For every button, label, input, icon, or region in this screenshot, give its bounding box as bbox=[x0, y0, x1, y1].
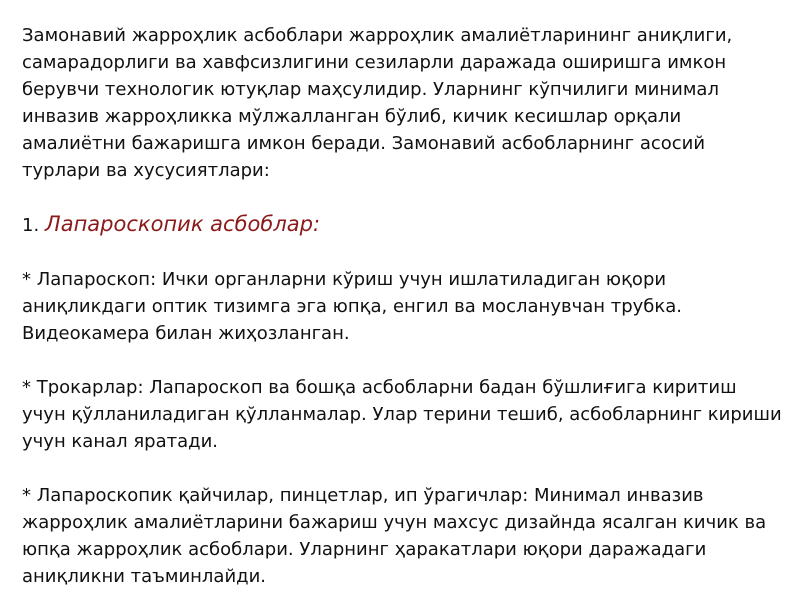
document-page bbox=[22, 22, 782, 590]
list-item-instruments: * Лапароскопик қайчилар, пинцетлар, ип ўрагичлар: Минимал инвазив жарроҳлик амалиётларини бажариш учун махсус дизайнда ясалган кичик ва юпқа жарроҳлик асбоблари. Уларнинг ҳаракатлари юқори даражадаги аниқликни таъминлайди. bbox=[22, 485, 767, 587]
section-number: 1. bbox=[22, 215, 40, 236]
list-item-trocars: * Трокарлар: Лапароскоп ва бошқа асбобларни бадан бўшлиғига киритиш учун қўлланиладиган қўлланмалар. Улар терини тешиб, асбобларнинг кириши учун канал яратади. bbox=[22, 377, 782, 452]
spacer bbox=[22, 184, 782, 211]
intro-paragraph: Замонавий жарроҳлик асбоблари жарроҳлик амалиётларининг аниқлиги, самарадорлиги ва хавфсизлигини сезиларли даражада оширишга имкон берувчи технологик ютуқлар маҳсулидир. Уларнинг кўпчилиги минимал инвазив жарроҳликка мўлжалланган бўлиб, кичик кесишлар орқали амалиётни бажаришга имкон беради. Замонавий асбобларнинг асосий турлари ва хусусиятлари: bbox=[22, 25, 733, 181]
section-title: Лапароскопик асбоблар: bbox=[44, 212, 321, 236]
spacer bbox=[22, 239, 782, 266]
list-item-laparoscope: * Лапароскоп: Ички органларни кўриш учун ишлатиладиган юқори аниқликдаги оптик тизимга эга юпқа, енгил ва мосланувчан трубка. Видеокамера билан жиҳозланган. bbox=[22, 269, 683, 344]
spacer bbox=[22, 347, 782, 374]
section-heading bbox=[22, 211, 782, 239]
spacer bbox=[22, 455, 782, 482]
